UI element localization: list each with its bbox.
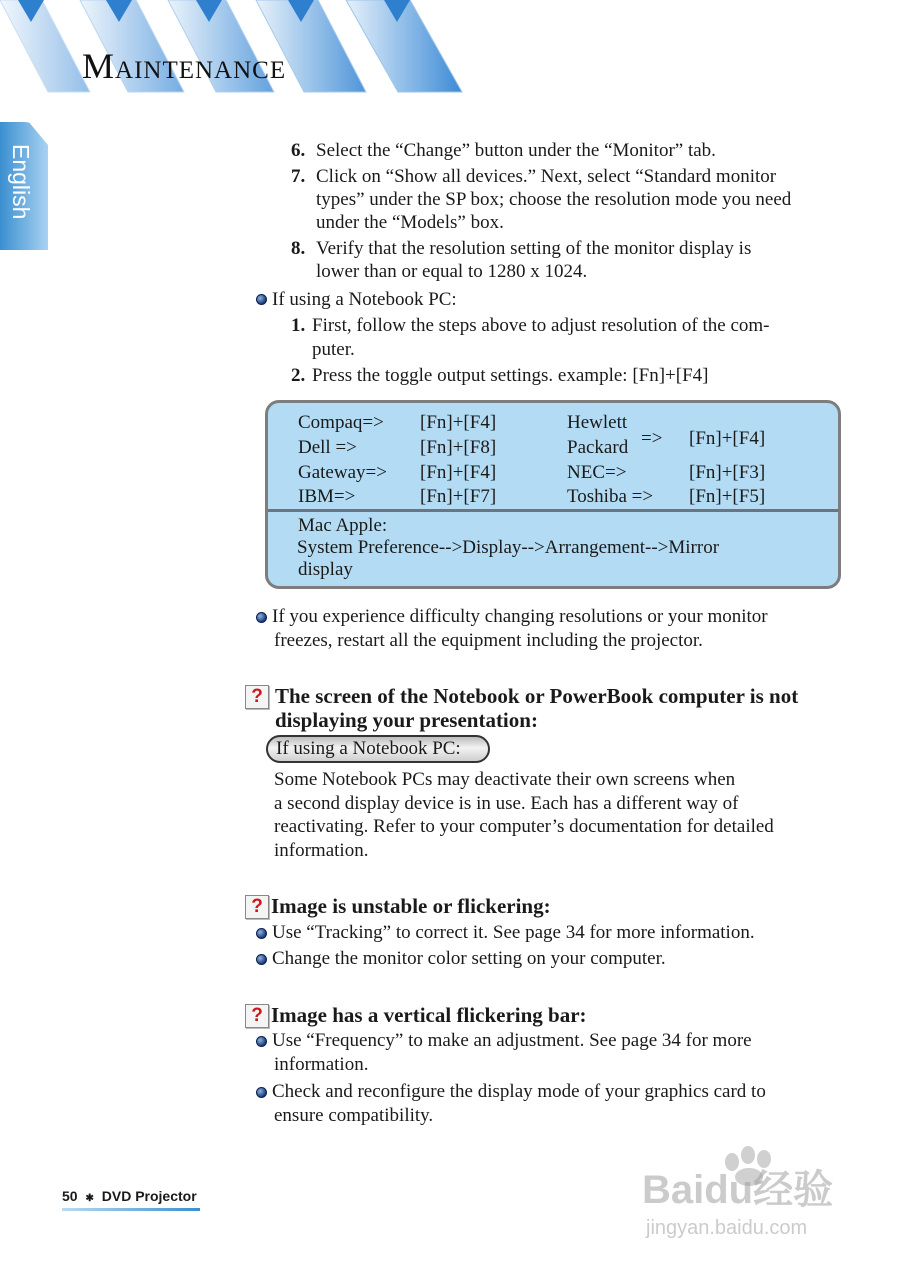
section-heading: Image has a vertical flickering bar:: [271, 1003, 587, 1027]
mac-instruction: System Preference-->Display-->Arrangement-->Mirror: [297, 537, 720, 558]
hotkey-table: [265, 400, 841, 589]
bullet-text: If you experience difficulty changing resolutions or your monitor: [272, 606, 768, 627]
step-text: lower than or equal to 1280 x 1024.: [316, 261, 588, 282]
hotkey-value: [Fn]+[F4]: [689, 428, 766, 449]
product-name: DVD Projector: [101, 1188, 197, 1204]
brand-label: Hewlett: [567, 412, 628, 433]
step-text: puter.: [312, 339, 355, 360]
hotkey-value: [Fn]+[F4]: [420, 462, 497, 483]
bullet-text: freezes, restart all the equipment including the projector.: [274, 630, 703, 651]
step-number: 1.: [291, 315, 306, 336]
brand-label: Toshiba =>: [567, 486, 654, 507]
question-icon: ?: [245, 1004, 269, 1028]
bullet-text: Check and reconfigure the display mode of your graphics card to: [272, 1081, 766, 1102]
hotkey-value: [Fn]+[F7]: [420, 486, 497, 507]
hotkey-value: [Fn]+[F8]: [420, 437, 497, 458]
section-heading: displaying your presentation:: [275, 708, 538, 732]
body-text: reactivating. Refer to your computer’s documentation for detailed: [274, 816, 774, 837]
bullet-text: ensure compatibility.: [274, 1105, 434, 1126]
bullet-icon: [256, 294, 267, 305]
step-number: 2.: [291, 365, 306, 386]
body-text: information.: [274, 840, 369, 861]
bullet-icon: [256, 1036, 267, 1047]
step-text: Press the toggle output settings. example: [Fn]+[F4]: [312, 365, 709, 386]
bullet-text: Change the monitor color setting on your computer.: [272, 948, 666, 969]
page-section-title: Maintenance: [82, 46, 287, 86]
notebook-pc-tab-label: If using a Notebook PC:: [266, 735, 490, 763]
brand-label: Packard: [567, 437, 629, 458]
step-number: 6.: [291, 140, 306, 161]
step-text: Select the “Change” button under the “Monitor” tab.: [316, 140, 716, 161]
section-heading: The screen of the Notebook or PowerBook computer is not: [275, 684, 799, 708]
bullet-icon: [256, 612, 267, 623]
question-icon: ?: [245, 895, 269, 919]
bullet-icon: [256, 1087, 267, 1098]
step-text: under the “Models” box.: [316, 212, 504, 233]
section-heading: Image is unstable or flickering:: [271, 894, 551, 918]
step-number: 7.: [291, 166, 306, 187]
hotkey-value: [Fn]+[F4]: [420, 412, 497, 433]
body-text: Some Notebook PCs may deactivate their own screens when: [274, 769, 736, 790]
mac-instruction: display: [298, 559, 353, 580]
question-icon: ?: [245, 685, 269, 709]
step-text: types” under the SP box; choose the resolution mode you need: [316, 189, 792, 210]
step-text: First, follow the steps above to adjust resolution of the com-: [312, 315, 770, 336]
bullet-icon: [256, 954, 267, 965]
brand-label: NEC=>: [567, 462, 627, 483]
bullet-icon: [256, 928, 267, 939]
watermark-url: jingyan.baidu.com: [646, 1217, 808, 1239]
footer-rule: [62, 1208, 200, 1211]
bullet-text: If using a Notebook PC:: [272, 289, 457, 310]
language-label: English: [8, 144, 34, 220]
brand-label: IBM=>: [298, 486, 356, 507]
brand-label: Gateway=>: [298, 462, 387, 483]
brand-label: Compaq=>: [298, 412, 384, 433]
hotkey-value: [Fn]+[F3]: [689, 462, 766, 483]
hotkey-value: [Fn]+[F5]: [689, 486, 766, 507]
footer-separator-icon: ✱: [85, 1193, 94, 1204]
table-divider: [268, 509, 838, 512]
step-number: 8.: [291, 238, 306, 259]
body-text: a second display device is in use. Each has a different way of: [274, 793, 739, 814]
bullet-text: Use “Tracking” to correct it. See page 34 for more information.: [272, 922, 755, 943]
bullet-text: Use “Frequency” to make an adjustment. See page 34 for more: [272, 1030, 752, 1051]
step-text: Verify that the resolution setting of the monitor display is: [316, 238, 752, 259]
mac-instruction: Mac Apple:: [298, 515, 388, 536]
page-footer: [62, 1187, 197, 1208]
bullet-text: information.: [274, 1054, 369, 1075]
watermark-brand: Baidu经验: [642, 1168, 834, 1212]
brand-label: Dell =>: [298, 437, 357, 458]
page-number: 50: [62, 1188, 78, 1204]
step-text: Click on “Show all devices.” Next, select “Standard monitor: [316, 166, 777, 187]
brand-arrow: =>: [641, 428, 663, 449]
